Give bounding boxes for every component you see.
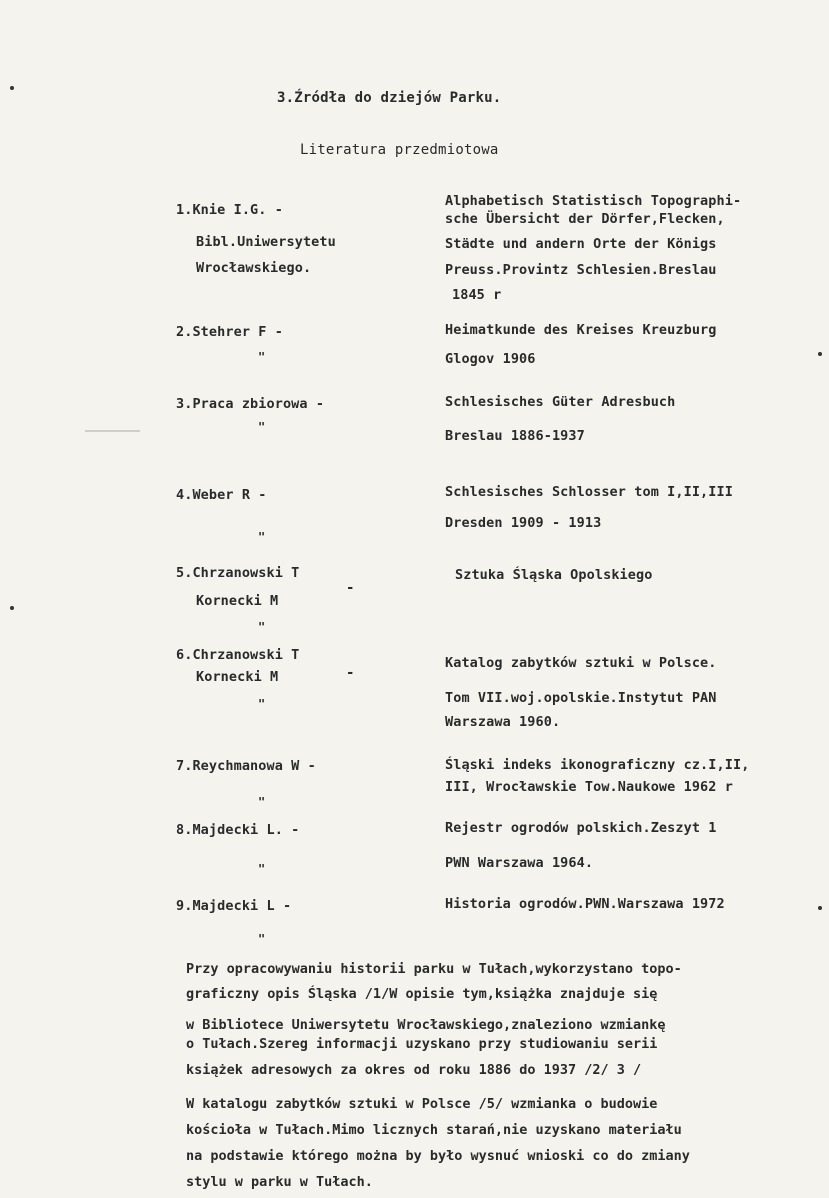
entry-5-coauthor: Kornecki M: [196, 593, 279, 609]
entry-6-work-line: Katalog zabytków sztuki w Polsce.: [445, 655, 717, 671]
entry-4-work-line: Dresden 1909 - 1913: [445, 515, 602, 531]
entry-6-work-line: Warszawa 1960.: [445, 714, 561, 730]
document-subtitle: Literatura przedmiotowa: [300, 142, 499, 158]
entry-5-work-line: Sztuka Śląska Opolskiego: [455, 567, 653, 583]
entry-3-work-line: Breslau 1886-1937: [445, 428, 585, 444]
entry-6-work-line: Tom VII.woj.opolskie.Instytut PAN: [445, 690, 717, 706]
entry-1-work-line: Städte und andern Orte der Königs: [445, 236, 717, 252]
paragraph-line: w Bibliotece Uniwersytetu Wrocławskiego,znaleziono wzmiankę: [186, 1017, 666, 1033]
scan-mark: [818, 352, 822, 356]
entry-8-ditto-mark: ": [258, 862, 266, 876]
entry-4-work-line: Schlesisches Schlosser tom I,II,III: [445, 484, 733, 500]
entry-7-ditto-mark: ": [258, 795, 266, 809]
paragraph-line: książek adresowych za okres od roku 1886 do 1937 /2/ 3 /: [186, 1062, 642, 1078]
entry-1-work-line: Alphabetisch Statistisch Topographi-: [445, 193, 742, 209]
scan-mark: [10, 86, 14, 90]
entry-1-library: Bibl.Uniwersytetu: [196, 234, 336, 250]
entry-9-ditto-mark: ": [258, 932, 266, 946]
scan-mark: [818, 906, 822, 910]
entry-4-author: 4.Weber R -: [176, 487, 267, 503]
entry-1-author: 1.Knie I.G. -: [176, 202, 283, 218]
paragraph-line: W katalogu zabytków sztuki w Polsce /5/ wzmianka o budowie: [186, 1096, 658, 1112]
document-title: 3.Źródła do dziejów Parku.: [277, 90, 502, 106]
paragraph-line: Przy opracowywaniu historii parku w Tułach,wykorzystano topo-: [186, 961, 682, 977]
entry-2-ditto-mark: ": [258, 350, 266, 364]
entry-2-work-line: Glogov 1906: [445, 351, 536, 367]
entry-8-work-line: Rejestr ogrodów polskich.Zeszyt 1: [445, 820, 717, 836]
entry-6-author: 6.Chrzanowski T: [176, 647, 300, 663]
entry-1-library-city: Wrocławskiego.: [196, 260, 312, 276]
entry-7-author: 7.Reychmanowa W -: [176, 758, 316, 774]
entry-8-author: 8.Majdecki L. -: [176, 822, 300, 838]
entry-1-work-line: 1845 r: [452, 287, 502, 303]
entry-2-work-line: Heimatkunde des Kreises Kreuzburg: [445, 322, 717, 338]
entry-7-work-line: III, Wrocławskie Tow.Naukowe 1962 r: [445, 779, 733, 795]
entry-1-work-line: sche Übersicht der Dörfer,Flecken,: [445, 211, 725, 227]
entry-2-author: 2.Stehrer F -: [176, 324, 283, 340]
entry-8-work-line: PWN Warszawa 1964.: [445, 855, 594, 871]
entry-3-author: 3.Praca zbiorowa -: [176, 396, 325, 412]
entry-9-work-line: Historia ogrodów.PWN.Warszawa 1972: [445, 896, 725, 912]
entry-6-dash: -: [346, 665, 355, 681]
paragraph-line: o Tułach.Szereg informacji uzyskano przy studiowaniu serii: [186, 1036, 658, 1052]
paragraph-line: kościoła w Tułach.Mimo licznych starań,nie uzyskano materiału: [186, 1122, 682, 1138]
scan-mark: [10, 606, 14, 610]
entry-1-work-line: Preuss.Provintz Schlesien.Breslau: [445, 262, 717, 278]
entry-7-work-line: Śląski indeks ikonograficzny cz.I,II,: [445, 757, 750, 773]
scan-smudge: [85, 430, 140, 432]
entry-3-work-line: Schlesisches Güter Adresbuch: [445, 394, 676, 410]
paragraph-line: stylu w parku w Tułach.: [186, 1174, 373, 1190]
entry-6-coauthor: Kornecki M: [196, 669, 279, 685]
entry-5-dash: -: [346, 580, 355, 596]
entry-3-ditto-mark: ": [258, 420, 266, 434]
paragraph-line: graficzny opis Śląska /1/W opisie tym,książka znajduje się: [186, 986, 658, 1002]
entry-5-author: 5.Chrzanowski T: [176, 565, 300, 581]
paragraph-line: na podstawie którego można by było wysnuć wnioski co do zmiany: [186, 1148, 690, 1164]
entry-6-ditto-mark: ": [258, 697, 266, 711]
entry-5-ditto-mark: ": [258, 620, 266, 634]
entry-9-author: 9.Majdecki L -: [176, 898, 292, 914]
entry-4-ditto-mark: ": [258, 530, 266, 544]
